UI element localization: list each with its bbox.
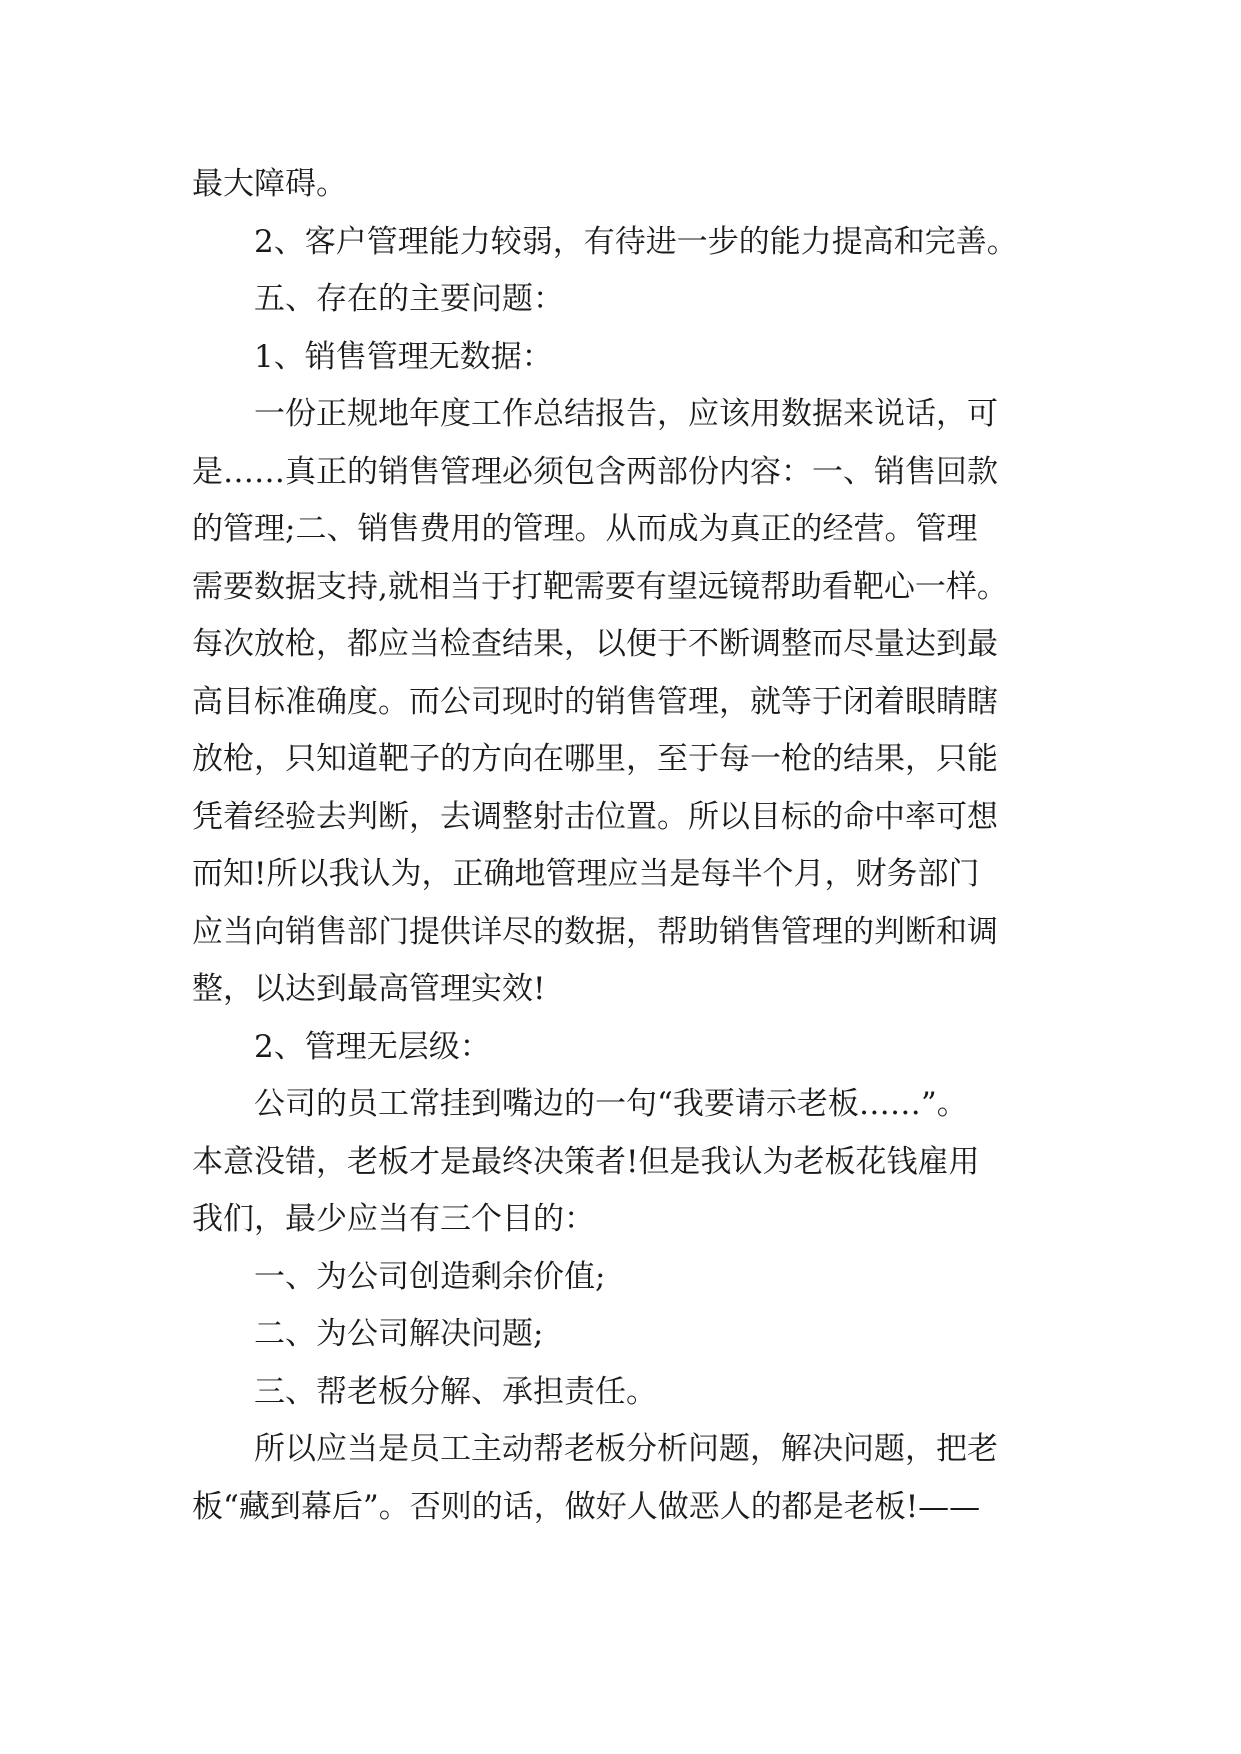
text-line: 是……真正的销售管理必须包含两部份内容：一、销售回款	[192, 454, 998, 490]
text-line: 公司的员工常挂到嘴边的一句“我要请示老板……”。	[254, 1086, 968, 1122]
text-line: 高目标准确度。而公司现时的销售管理，就等于闭着眼睛瞎	[192, 684, 998, 720]
text-line: 放枪，只知道靶子的方向在哪里，至于每一枪的结果，只能	[192, 741, 998, 777]
text-line: 而知!所以我认为，正确地管理应当是每半个月，财务部门	[192, 856, 980, 892]
text-line: 板“藏到幕后”。否则的话，做好人做恶人的都是老板!——	[192, 1489, 981, 1525]
text-line: 三、帮老板分解、承担责任。	[254, 1374, 657, 1410]
text-line: 所以应当是员工主动帮老板分析问题，解决问题，把老	[254, 1431, 998, 1467]
text-line: 一、为公司创造剩余价值;	[254, 1259, 606, 1295]
text-line: 应当向销售部门提供详尽的数据，帮助销售管理的判断和调	[192, 914, 998, 950]
text-line: 凭着经验去判断，去调整射击位置。所以目标的命中率可想	[192, 799, 998, 835]
text-line: 二、为公司解决问题;	[254, 1316, 544, 1352]
text-line: 1、销售管理无数据：	[254, 339, 553, 375]
text-line: 五、存在的主要问题：	[254, 281, 564, 317]
text-line: 的管理;二、销售费用的管理。从而成为真正的经营。管理	[192, 511, 978, 547]
text-line: 需要数据支持,就相当于打靶需要有望远镜帮助看靶心一样。	[192, 569, 1008, 605]
text-line: 最大障碍。	[192, 166, 347, 202]
text-line: 2、客户管理能力较弱，有待进一步的能力提高和完善。	[254, 224, 1018, 260]
text-line: 一份正规地年度工作总结报告，应该用数据来说话，可	[254, 396, 998, 432]
text-line: 2、管理无层级：	[254, 1029, 491, 1065]
text-line: 整，以达到最高管理实效!	[192, 971, 546, 1007]
text-line: 本意没错，老板才是最终决策者!但是我认为老板花钱雇用	[192, 1144, 980, 1180]
text-line: 每次放枪，都应当检查结果，以便于不断调整而尽量达到最	[192, 626, 998, 662]
text-line: 我们，最少应当有三个目的：	[192, 1201, 595, 1237]
